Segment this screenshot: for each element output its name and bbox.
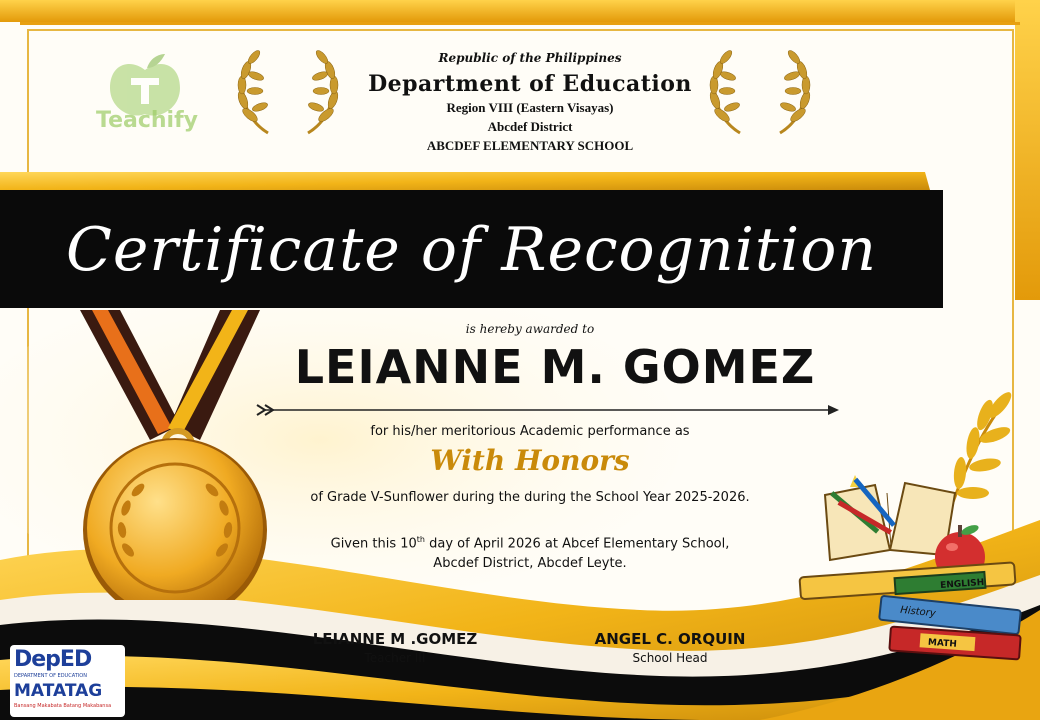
grade-line: of Grade V-Sunflower during the during the School Year 2025-2026. xyxy=(310,490,750,505)
certificate-title: Certificate of Recognition xyxy=(66,215,877,285)
watermark-text: Teachify xyxy=(95,108,198,133)
given-line-2: Abcdef District, Abcdef Leyte. xyxy=(433,556,627,571)
signatory-teacher-name: LEIANNE M .GOMEZ xyxy=(312,630,478,648)
signatory-head-name: ANGEL C. ORQUIN xyxy=(594,630,746,648)
books-apple-illustration xyxy=(795,375,1035,675)
book-label-history: History xyxy=(899,604,937,620)
header-region: Region VIII (Eastern Visayas) xyxy=(446,100,614,115)
given-ordinal: th xyxy=(416,535,425,544)
recipient-name: LEIANNE M. GOMEZ xyxy=(294,340,816,394)
header-district: Abcdef District xyxy=(487,119,573,134)
reason-line: for his/her meritorious Academic performance as xyxy=(370,424,690,439)
awarded-line: is hereby awarded to xyxy=(465,322,595,336)
signatory-teacher-title: Teacher III xyxy=(364,651,426,665)
book-label-english: ENGLISH xyxy=(939,577,985,591)
arrow-divider-icon xyxy=(253,400,843,420)
header-department: Department of Education xyxy=(368,71,692,97)
signatory-head-title: School Head xyxy=(632,651,708,665)
deped-logo xyxy=(10,645,125,717)
given-prefix: Given this 10 xyxy=(330,536,417,552)
deped-logo-name: DepED xyxy=(14,647,92,672)
honor-text: With Honors xyxy=(430,444,630,477)
deped-logo-tagline: Bansang Makabata Batang Makabansa xyxy=(14,703,112,709)
given-line xyxy=(250,535,810,551)
header-school: ABCDEF ELEMENTARY SCHOOL xyxy=(426,138,634,153)
given-suffix: day of April 2026 at Abcef Elementary School, xyxy=(425,536,730,552)
deped-logo-program: MATATAG xyxy=(14,681,103,701)
deped-logo-subtitle: DEPARTMENT OF EDUCATION xyxy=(14,673,87,679)
header-republic: Republic of the Philippines xyxy=(438,51,622,65)
book-label-math: MATH xyxy=(927,637,958,650)
